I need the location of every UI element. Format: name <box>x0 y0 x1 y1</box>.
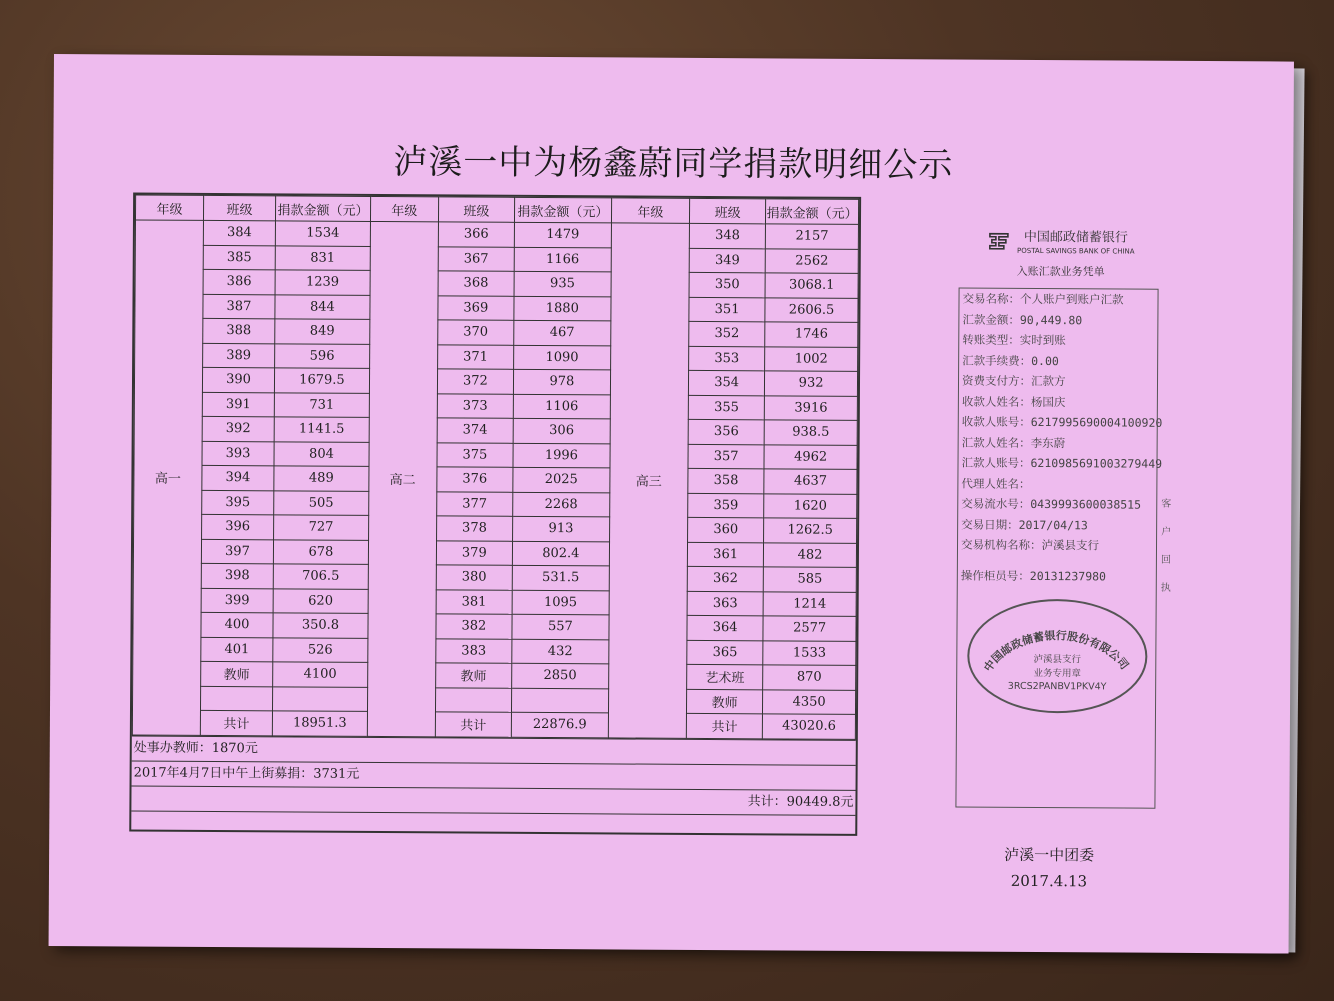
page-title: 泸溪一中为杨鑫蔚同学捐款明细公示 <box>393 142 954 186</box>
class-cell: 363 <box>687 591 763 616</box>
class-cell: 372 <box>437 369 513 394</box>
receipt-line: 汇款人账号：6210985691003279449 <box>961 455 1163 471</box>
office-teachers-note: 处事办教师：1870元 <box>132 735 856 764</box>
class-cell: 391 <box>202 392 274 417</box>
class-cell: 365 <box>687 640 763 665</box>
donation-table <box>132 194 859 739</box>
receipt-line: 交易机构名称：泸溪县支行 <box>960 537 1100 553</box>
receipt-line: 交易流水号：0439993600038515 <box>961 496 1142 512</box>
class-cell: 373 <box>437 393 513 418</box>
amount-cell: 706.5 <box>273 564 368 589</box>
amount-cell: 2025 <box>513 467 610 492</box>
class-cell: 401 <box>201 637 273 662</box>
class-cell: 387 <box>203 294 275 319</box>
amount-cell: 678 <box>273 539 368 564</box>
class-cell: 376 <box>437 467 513 492</box>
amount-cell: 620 <box>273 588 368 613</box>
class-cell: 教师 <box>201 661 273 686</box>
amount-cell: 585 <box>763 567 856 592</box>
receipt-line: 交易日期：2017/04/13 <box>961 517 1088 532</box>
class-cell: 371 <box>437 344 513 369</box>
amount-cell: 1141.5 <box>274 417 369 442</box>
amount-cell: 432 <box>512 639 609 664</box>
receipt-side-note: 客户回执 <box>1160 498 1172 594</box>
receipt-line: 汇款金额：90,449.80 <box>962 312 1083 327</box>
amount-cell: 1090 <box>514 345 611 370</box>
class-cell: 共计 <box>200 710 272 735</box>
amount-cell: 22876.9 <box>511 712 608 737</box>
header-amount: 捐款金额（元） <box>514 197 611 223</box>
amount-cell: 1533 <box>763 640 856 665</box>
amount-cell: 482 <box>764 542 857 567</box>
receipt-line: 收款人姓名：杨国庆 <box>961 394 1066 409</box>
class-cell: 353 <box>689 346 765 371</box>
amount-cell: 1534 <box>275 221 370 246</box>
postal-bank-logo-icon <box>987 228 1011 252</box>
header-grade: 年级 <box>611 198 689 223</box>
amount-cell: 802.4 <box>512 541 609 566</box>
amount-cell: 731 <box>274 392 369 417</box>
class-cell: 370 <box>438 320 514 345</box>
signature-block <box>979 842 1119 895</box>
class-cell: 358 <box>688 468 764 493</box>
amount-cell: 1880 <box>514 296 611 321</box>
stamp-branch: 泸溪县支行 <box>1033 653 1082 666</box>
amount-cell: 4350 <box>763 689 856 714</box>
amount-cell: 505 <box>274 490 369 515</box>
class-cell: 艺术班 <box>687 664 763 689</box>
grade-label: 高一 <box>132 220 203 735</box>
amount-cell: 2850 <box>512 663 609 688</box>
amount-cell: 489 <box>274 466 369 491</box>
amount-cell: 526 <box>273 637 368 662</box>
grade-label: 高三 <box>608 223 689 738</box>
class-cell: 350 <box>689 272 765 297</box>
svg-text:中国邮政储蓄银行股份有限公司: 中国邮政储蓄银行股份有限公司 <box>981 629 1132 675</box>
amount-cell: 4637 <box>764 469 857 494</box>
receipt-line: 汇款手续费：0.00 <box>962 353 1059 368</box>
class-cell: 352 <box>689 321 765 346</box>
stamp-use: 业务专用章 <box>1033 667 1082 680</box>
class-cell: 390 <box>202 367 274 392</box>
amount-cell: 1239 <box>275 270 370 295</box>
amount-cell: 2606.5 <box>765 297 858 322</box>
bank-logo-line <box>951 225 1171 255</box>
stamp-code: 3RCS2PANBV1PKV4Y <box>1007 680 1107 693</box>
amount-cell <box>511 688 608 713</box>
class-cell: 366 <box>438 222 514 247</box>
class-cell: 393 <box>202 441 274 466</box>
donation-table-frame <box>129 192 861 835</box>
class-cell: 361 <box>687 542 763 567</box>
receipt-line: 资费支付方：汇款方 <box>961 373 1066 389</box>
voucher-title: 入账汇款业务凭单 <box>1016 264 1105 279</box>
class-cell: 357 <box>688 444 764 469</box>
class-cell: 367 <box>438 246 514 271</box>
class-cell: 382 <box>436 614 512 639</box>
class-cell: 377 <box>436 491 512 516</box>
class-cell: 386 <box>203 269 275 294</box>
class-cell <box>435 687 511 712</box>
header-class: 班级 <box>203 195 275 220</box>
class-cell: 384 <box>203 220 275 245</box>
street-fundraising-note: 2017年4月7日中午上街募捐：3731元 <box>132 760 856 789</box>
operator-line: 操作柜员号：20131237980 <box>960 568 1107 583</box>
class-cell: 348 <box>689 223 765 248</box>
class-cell: 共计 <box>435 712 511 737</box>
class-cell: 362 <box>687 566 763 591</box>
amount-cell: 727 <box>274 515 369 540</box>
amount-cell: 1002 <box>765 346 858 371</box>
class-cell: 374 <box>437 418 513 443</box>
class-cell: 360 <box>688 517 764 542</box>
notice-sheet <box>49 54 1294 954</box>
amount-cell: 3916 <box>765 395 858 420</box>
amount-cell: 1996 <box>513 443 610 468</box>
signature-org: 泸溪一中团委 <box>1004 845 1095 865</box>
class-cell: 369 <box>438 295 514 320</box>
amount-cell: 2157 <box>766 224 859 249</box>
amount-cell: 1262.5 <box>764 518 857 543</box>
amount-cell: 350.8 <box>273 613 368 638</box>
class-cell: 教师 <box>687 689 763 714</box>
header-grade: 年级 <box>370 196 438 221</box>
amount-cell: 4100 <box>273 662 368 687</box>
amount-cell: 531.5 <box>512 565 609 590</box>
class-cell: 356 <box>688 419 764 444</box>
class-cell: 355 <box>688 395 764 420</box>
bank-receipt <box>955 288 1163 809</box>
bank-stamp <box>967 599 1148 714</box>
class-cell: 398 <box>201 563 273 588</box>
amount-cell: 1214 <box>763 591 856 616</box>
amount-cell: 2562 <box>765 248 858 273</box>
class-cell: 396 <box>202 514 274 539</box>
class-cell: 380 <box>436 565 512 590</box>
receipt-line: 代理人姓名： <box>961 476 1031 491</box>
amount-cell: 4962 <box>764 444 857 469</box>
amount-cell: 596 <box>275 343 370 368</box>
amount-cell: 849 <box>275 319 370 344</box>
amount-cell: 18951.3 <box>272 711 367 736</box>
grade-label: 高二 <box>367 221 438 736</box>
amount-cell: 913 <box>513 516 610 541</box>
class-cell: 354 <box>688 370 764 395</box>
amount-cell: 1479 <box>514 222 611 247</box>
class-cell: 教师 <box>435 663 511 688</box>
amount-cell: 3068.1 <box>765 273 858 298</box>
amount-cell: 1620 <box>764 493 857 518</box>
header-amount: 捐款金额（元） <box>276 196 371 222</box>
class-cell: 385 <box>203 245 275 270</box>
header-grade: 年级 <box>135 195 203 220</box>
receipt-line: 汇款人姓名：李东蔚 <box>961 435 1066 450</box>
class-cell: 364 <box>687 615 763 640</box>
class-cell: 394 <box>202 465 274 490</box>
receipt-line: 转账类型：实时到账 <box>962 332 1066 348</box>
class-cell: 共计 <box>686 713 762 738</box>
class-cell: 395 <box>202 490 274 515</box>
class-cell: 399 <box>201 588 273 613</box>
bank-header <box>951 225 1171 279</box>
amount-cell: 932 <box>765 371 858 396</box>
amount-cell: 1166 <box>514 247 611 272</box>
blank-row <box>131 811 855 833</box>
class-cell <box>200 686 272 711</box>
amount-cell: 978 <box>513 369 610 394</box>
class-cell: 375 <box>437 442 513 467</box>
receipt-lines <box>958 289 1163 557</box>
signature-date: 2017.4.13 <box>1010 871 1088 891</box>
amount-cell: 804 <box>274 441 369 466</box>
receipt-line: 收款人账号：6217995690004100920 <box>961 414 1163 430</box>
bank-name-cn: 中国邮政储蓄银行 <box>1023 229 1128 246</box>
amount-cell <box>273 686 368 711</box>
amount-cell: 1679.5 <box>274 368 369 393</box>
bank-name-en: POSTAL SAVINGS BANK OF CHINA <box>1017 246 1135 256</box>
class-cell: 383 <box>436 638 512 663</box>
class-cell: 349 <box>689 248 765 273</box>
amount-cell: 844 <box>275 294 370 319</box>
amount-cell: 1106 <box>513 394 610 419</box>
class-cell: 389 <box>203 343 275 368</box>
amount-cell: 870 <box>763 665 856 690</box>
amount-cell: 467 <box>514 320 611 345</box>
receipt-line: 交易名称：个人账户到账户汇款 <box>962 291 1124 307</box>
amount-cell: 2268 <box>513 492 610 517</box>
class-cell: 351 <box>689 297 765 322</box>
class-cell: 397 <box>201 539 273 564</box>
class-cell: 368 <box>438 271 514 296</box>
class-cell: 381 <box>436 589 512 614</box>
amount-cell: 1746 <box>765 322 858 347</box>
amount-cell: 1095 <box>512 590 609 615</box>
header-amount: 捐款金额（元） <box>766 199 859 225</box>
class-cell: 378 <box>436 516 512 541</box>
grand-total: 共计：90449.8元 <box>131 785 855 815</box>
header-class: 班级 <box>438 197 514 222</box>
amount-cell: 2577 <box>763 616 856 641</box>
amount-cell: 938.5 <box>764 420 857 445</box>
amount-cell: 306 <box>513 418 610 443</box>
class-cell: 392 <box>202 416 274 441</box>
amount-cell: 831 <box>275 245 370 270</box>
class-cell: 400 <box>201 612 273 637</box>
amount-cell: 43020.6 <box>763 714 856 739</box>
class-cell: 388 <box>203 318 275 343</box>
class-cell: 379 <box>436 540 512 565</box>
amount-cell: 935 <box>514 271 611 296</box>
amount-cell: 557 <box>512 614 609 639</box>
table-row <box>132 710 855 739</box>
header-class: 班级 <box>690 198 766 223</box>
class-cell: 359 <box>688 493 764 518</box>
